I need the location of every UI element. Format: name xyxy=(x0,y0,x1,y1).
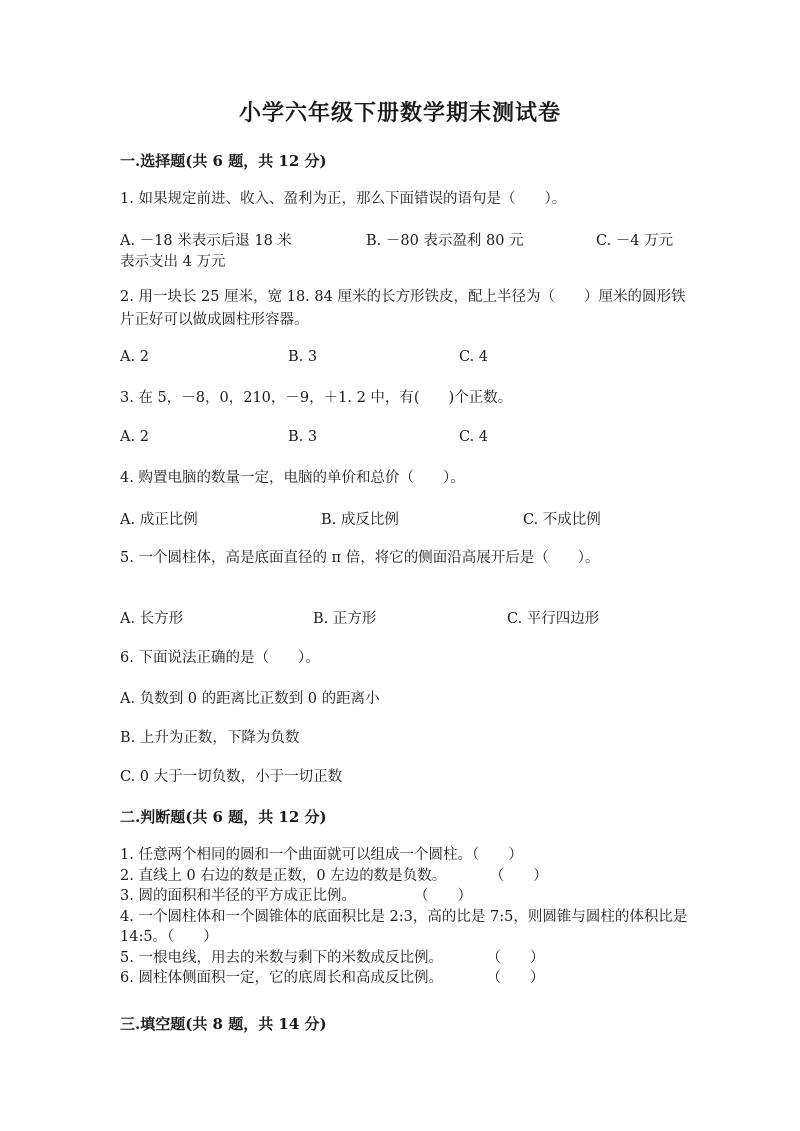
judgement-item-2: 2. 直线上 0 右边的数是正数，0 左边的数是负数。 （ ） xyxy=(120,867,548,884)
question-3-stem: 3. 在 5，－8，0，210，－9，＋1. 2 中，有( )个正数。 xyxy=(120,390,513,406)
question-6-option-a: A. 负数到 0 的距离比正数到 0 的距离小 xyxy=(120,691,380,707)
question-3-option-a: A. 2 xyxy=(120,429,149,445)
question-2-option-a: A. 2 xyxy=(120,349,149,365)
question-4-stem: 4. 购置电脑的数量一定，电脑的单价和总价（ ）。 xyxy=(120,470,465,486)
question-4-option-a: A. 成正比例 xyxy=(120,512,198,528)
section-heading-fill-in: 三.填空题(共 8 题，共 14 分) xyxy=(120,1015,327,1033)
section-heading-judgement: 二.判断题(共 6 题，共 12 分) xyxy=(120,808,327,826)
question-2-option-b: B. 3 xyxy=(288,349,318,365)
question-3-option-c: C. 4 xyxy=(459,429,489,445)
question-5-option-b: B. 正方形 xyxy=(313,611,377,627)
question-1-option-a: A. －18 米表示后退 18 米 xyxy=(120,233,292,249)
question-4-option-b: B. 成反比例 xyxy=(321,512,399,528)
question-3-option-b: B. 3 xyxy=(288,429,318,445)
question-1-option-c-continued: 表示支出 4 万元 xyxy=(120,254,226,270)
question-6-option-c: C. 0 大于一切负数，小于一切正数 xyxy=(120,769,343,785)
question-2-option-c: C. 4 xyxy=(459,349,489,365)
judgement-item-6: 6. 圆柱体侧面积一定，它的底周长和高成反比例。 （ ） xyxy=(120,970,545,986)
judgement-item-5: 5. 一根电线，用去的米数与剩下的米数成反比例。 （ ） xyxy=(120,949,545,966)
question-6-option-b: B. 上升为正数，下降为负数 xyxy=(120,730,300,746)
judgement-item-3: 3. 圆的面积和半径的平方成正比例。 （ ） xyxy=(120,888,472,904)
judgement-item-4: 4. 一个圆柱体和一个圆锥体的底面积比是 2:3，高的比是 7:5，则圆锥与圆柱的体积比是 14:5。（ ） xyxy=(120,908,688,945)
question-5-option-a: A. 长方形 xyxy=(120,611,184,627)
page-title: 小学六年级下册数学期末测试卷 xyxy=(238,100,561,126)
question-1-option-c: C. －4 万元 xyxy=(596,233,674,249)
question-4-option-c: C. 不成比例 xyxy=(523,512,601,528)
question-6-stem: 6. 下面说法正确的是（ ）。 xyxy=(120,650,320,666)
question-5-option-c: C. 平行四边形 xyxy=(507,611,600,627)
question-2-stem: 2. 用一块长 25 厘米，宽 18. 84 厘米的长方形铁皮，配上半径为（ ）厘米的圆形铁片正好可以做成圆柱形容器。 xyxy=(120,289,686,328)
question-1-option-b: B. －80 表示盈利 80 元 xyxy=(366,233,524,249)
judgement-item-1: 1. 任意两个相同的圆和一个曲面就可以组成一个圆柱。（ ） xyxy=(120,847,523,863)
question-1-stem: 1. 如果规定前进、收入、盈利为正，那么下面错误的语句是（ ）。 xyxy=(120,191,567,207)
section-heading-choice: 一.选择题(共 6 题，共 12 分) xyxy=(120,152,327,170)
judgement-list xyxy=(120,845,690,989)
question-5-stem: 5. 一个圆柱体，高是底面直径的 π 倍，将它的侧面沿高展开后是（ ）。 xyxy=(120,550,600,566)
